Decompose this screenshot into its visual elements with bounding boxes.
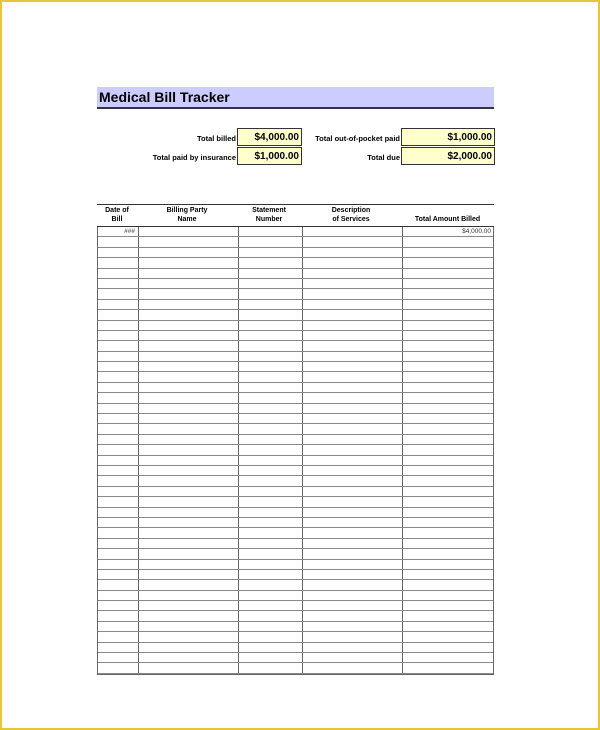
total-oop-value[interactable]: $1,000.00 [401,128,495,146]
table-row[interactable] [98,352,493,362]
table-row[interactable] [98,622,493,632]
table-row[interactable] [98,611,493,621]
header-date-line2: Bill [111,216,123,223]
row-date: ### [124,228,135,235]
header-description-line1: Description [331,207,371,214]
table-row[interactable] [98,601,493,611]
table-row[interactable] [98,269,493,279]
total-due-value[interactable]: $2,000.00 [401,147,495,165]
table-row[interactable] [98,237,493,247]
header-description-line2: of Services [332,216,370,223]
table-row[interactable] [98,539,493,549]
page-title: Medical Bill Tracker [99,89,230,105]
table-row[interactable] [98,497,493,507]
table-row[interactable] [98,445,493,455]
table-row[interactable] [98,258,493,268]
table-row[interactable] [98,653,493,663]
table-row[interactable] [98,518,493,528]
table-row[interactable] [98,248,493,258]
table-row[interactable] [98,341,493,351]
table-row[interactable] [98,424,493,434]
table-row[interactable] [98,528,493,538]
table-row[interactable] [98,456,493,466]
header-statement-line1: Statement [252,207,286,214]
table-row[interactable] [98,663,493,673]
total-billed-label: Total billed [196,134,236,143]
table-row[interactable] [98,372,493,382]
table-row[interactable] [98,310,493,320]
table-row[interactable] [98,643,493,653]
total-oop-label: Total out-of-pocket paid [315,134,400,143]
table-row[interactable] [98,570,493,580]
header-amount: Total Amount Billed [414,216,481,223]
table-row[interactable] [98,289,493,299]
table-row[interactable] [98,331,493,341]
header-description [301,205,401,227]
total-due-label: Total due [367,153,400,162]
table-row[interactable] [98,487,493,497]
table-row[interactable] [98,632,493,642]
table-row[interactable] [98,279,493,289]
header-party-line1: Billing Party [166,207,208,214]
table-row[interactable] [98,560,493,570]
table-row[interactable] [98,393,493,403]
table-header [97,204,494,227]
header-date-line1: Date of [105,207,129,214]
table-row[interactable] [98,508,493,518]
title-bar [97,87,494,109]
table-row[interactable] [98,404,493,414]
header-party [137,205,237,227]
table-row[interactable] [98,383,493,393]
total-paid-insurance-label: Total paid by insurance [152,153,236,162]
header-party-line2: Name [177,216,197,223]
header-statement [237,205,301,227]
row-amount: $4,000.00 [462,228,491,235]
table-row[interactable] [98,466,493,476]
table-row[interactable] [98,362,493,372]
table-grid [97,227,494,675]
table-row[interactable] [98,549,493,559]
table-row[interactable] [98,591,493,601]
header-statement-line2: Number [255,216,283,223]
table-row[interactable] [98,300,493,310]
total-paid-insurance-value[interactable]: $1,000.00 [237,147,302,165]
table-row[interactable] [98,580,493,590]
table-row[interactable] [98,476,493,486]
table-row[interactable] [98,435,493,445]
header-date [97,205,137,227]
table-row[interactable] [98,414,493,424]
bill-table [97,204,494,675]
table-row[interactable] [98,227,493,237]
total-billed-value[interactable]: $4,000.00 [237,128,302,146]
table-row[interactable] [98,321,493,331]
